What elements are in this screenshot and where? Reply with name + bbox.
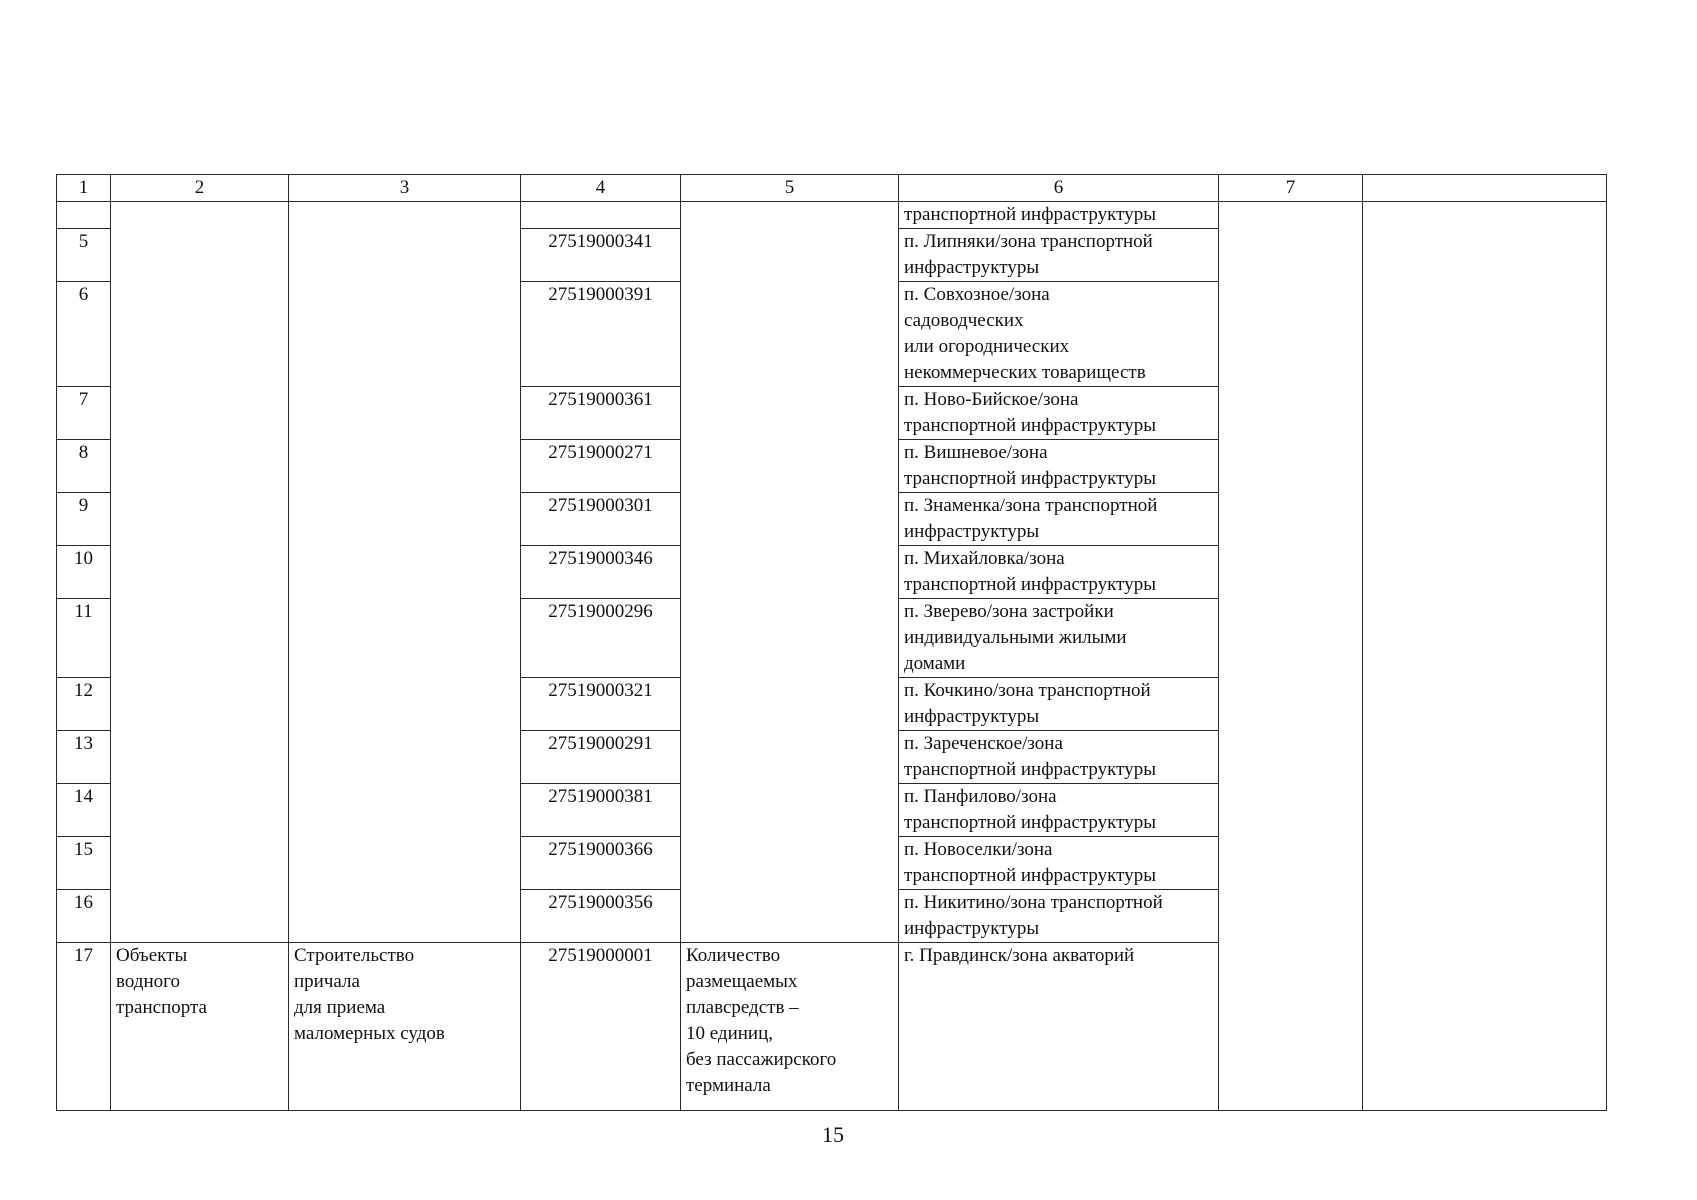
zone-cell — [899, 943, 1219, 1111]
cell-line: терминала — [686, 1075, 771, 1096]
cell-line: маломерных судов — [294, 1023, 445, 1044]
cell-line: п. Зверево/зона застройки — [904, 601, 1114, 622]
cadastral-code-cell: 27519000291 — [521, 731, 681, 784]
action-cell — [289, 943, 521, 1111]
cadastral-code-cell: 27519000296 — [521, 599, 681, 678]
continued-num-cell — [57, 202, 111, 229]
row-number-cell: 13 — [57, 731, 111, 784]
document-table — [56, 174, 1607, 1111]
zone-cell — [899, 599, 1219, 678]
row-number-cell: 17 — [57, 943, 111, 1111]
zone-cell — [899, 546, 1219, 599]
cell-line: домами — [904, 653, 966, 674]
object-cell — [111, 943, 289, 1111]
header-cell-2: 2 — [111, 175, 289, 202]
header-cell-8 — [1363, 175, 1607, 202]
header-cell-1: 1 — [57, 175, 111, 202]
cell-line: транспортной инфраструктуры — [904, 759, 1156, 780]
cell-line: п. Михайловка/зона — [904, 548, 1065, 569]
cell-line: инфраструктуры — [904, 918, 1040, 939]
cell-line: п. Совхозное/зона — [904, 284, 1050, 305]
cell-line: п. Вишневое/зона — [904, 442, 1048, 463]
cell-line: инфраструктуры — [904, 257, 1040, 278]
cell-line: или огороднических — [904, 336, 1070, 357]
row-number-cell: 12 — [57, 678, 111, 731]
zone-cell — [899, 890, 1219, 943]
cell-line: транспортной инфраструктуры — [904, 812, 1156, 833]
cell-line: п. Панфилово/зона — [904, 786, 1057, 807]
zone-cell — [899, 229, 1219, 282]
row-number-cell: 11 — [57, 599, 111, 678]
zone-cell — [899, 837, 1219, 890]
header-cell-3: 3 — [289, 175, 521, 202]
cell-line: транспорта — [116, 997, 207, 1018]
row-number-cell: 16 — [57, 890, 111, 943]
params-cell — [681, 943, 899, 1111]
row-number-cell: 9 — [57, 493, 111, 546]
cadastral-code-cell: 27519000361 — [521, 387, 681, 440]
zone-cell — [899, 784, 1219, 837]
zone-cell — [899, 282, 1219, 387]
cadastral-code-cell: 27519000381 — [521, 784, 681, 837]
zone-cell — [899, 440, 1219, 493]
cell-line: п. Зареченское/зона — [904, 733, 1063, 754]
cell-line: Объекты — [116, 945, 188, 966]
header-cell-4: 4 — [521, 175, 681, 202]
cell-line: инфраструктуры — [904, 521, 1040, 542]
cell-line: садоводческих — [904, 310, 1024, 331]
cell-line: п. Знаменка/зона транспортной — [904, 495, 1158, 516]
header-row — [57, 175, 1607, 202]
cell-line: причала — [294, 971, 360, 992]
action-cell-merged — [289, 202, 521, 943]
cell-line: водного — [116, 971, 180, 992]
header-cell-6: 6 — [899, 175, 1219, 202]
zone-cell — [899, 493, 1219, 546]
cell-line: Количество — [686, 945, 781, 966]
cell-line: некоммерческих товариществ — [904, 362, 1146, 383]
cadastral-code-cell: 27519000356 — [521, 890, 681, 943]
cell-line: п. Никитино/зона транспортной — [904, 892, 1163, 913]
cadastral-code-cell: 27519000391 — [521, 282, 681, 387]
cell-line: 10 единиц, — [686, 1023, 774, 1044]
cadastral-code-cell: 27519000321 — [521, 678, 681, 731]
cell-line: п. Кочкино/зона транспортной — [904, 680, 1151, 701]
row-number-cell: 6 — [57, 282, 111, 387]
cadastral-code-cell: 27519000271 — [521, 440, 681, 493]
row-number-cell: 15 — [57, 837, 111, 890]
cell-line: транспортной инфраструктуры — [904, 865, 1156, 886]
col7-cell-merged — [1219, 202, 1363, 1111]
zone-cell — [899, 678, 1219, 731]
cell-line: для приема — [294, 997, 386, 1018]
table-body — [57, 175, 1607, 1111]
cadastral-code-cell: 27519000341 — [521, 229, 681, 282]
zone-cell — [899, 731, 1219, 784]
cadastral-code-cell: 27519000346 — [521, 546, 681, 599]
col8-cell-merged — [1363, 202, 1607, 1111]
page-number: 15 — [822, 1122, 844, 1147]
row-number-cell: 14 — [57, 784, 111, 837]
cell-line: Строительство — [294, 945, 415, 966]
zone-cell — [899, 387, 1219, 440]
cell-line: г. Правдинск/зона акваторий — [904, 945, 1135, 966]
cell-line: п. Ново-Бийское/зона — [904, 389, 1079, 410]
cadastral-code-cell: 27519000366 — [521, 837, 681, 890]
cell-line: транспортной инфраструктуры — [904, 468, 1156, 489]
row-number-cell: 7 — [57, 387, 111, 440]
cell-line: размещаемых — [686, 971, 798, 992]
object-cell-merged — [111, 202, 289, 943]
cadastral-code-cell: 27519000001 — [521, 943, 681, 1111]
row-number-cell: 10 — [57, 546, 111, 599]
cell-line: инфраструктуры — [904, 706, 1040, 727]
header-cell-5: 5 — [681, 175, 899, 202]
cell-line: без пассажирского — [686, 1049, 837, 1070]
header-cell-7: 7 — [1219, 175, 1363, 202]
params-cell-merged — [681, 202, 899, 943]
continued-code-cell — [521, 202, 681, 229]
cell-line: индивидуальными жилыми — [904, 627, 1127, 648]
row-number-cell: 8 — [57, 440, 111, 493]
row-number-cell: 5 — [57, 229, 111, 282]
cell-line: п. Новоселки/зона — [904, 839, 1053, 860]
continued-zone-cell: транспортной инфраструктуры — [899, 202, 1219, 229]
cell-line: транспортной инфраструктуры — [904, 415, 1156, 436]
cell-line: п. Липняки/зона транспортной — [904, 231, 1153, 252]
continued-row — [57, 202, 1607, 229]
cadastral-code-cell: 27519000301 — [521, 493, 681, 546]
cell-line: транспортной инфраструктуры — [904, 574, 1156, 595]
cell-line: плавсредств – — [686, 997, 799, 1018]
